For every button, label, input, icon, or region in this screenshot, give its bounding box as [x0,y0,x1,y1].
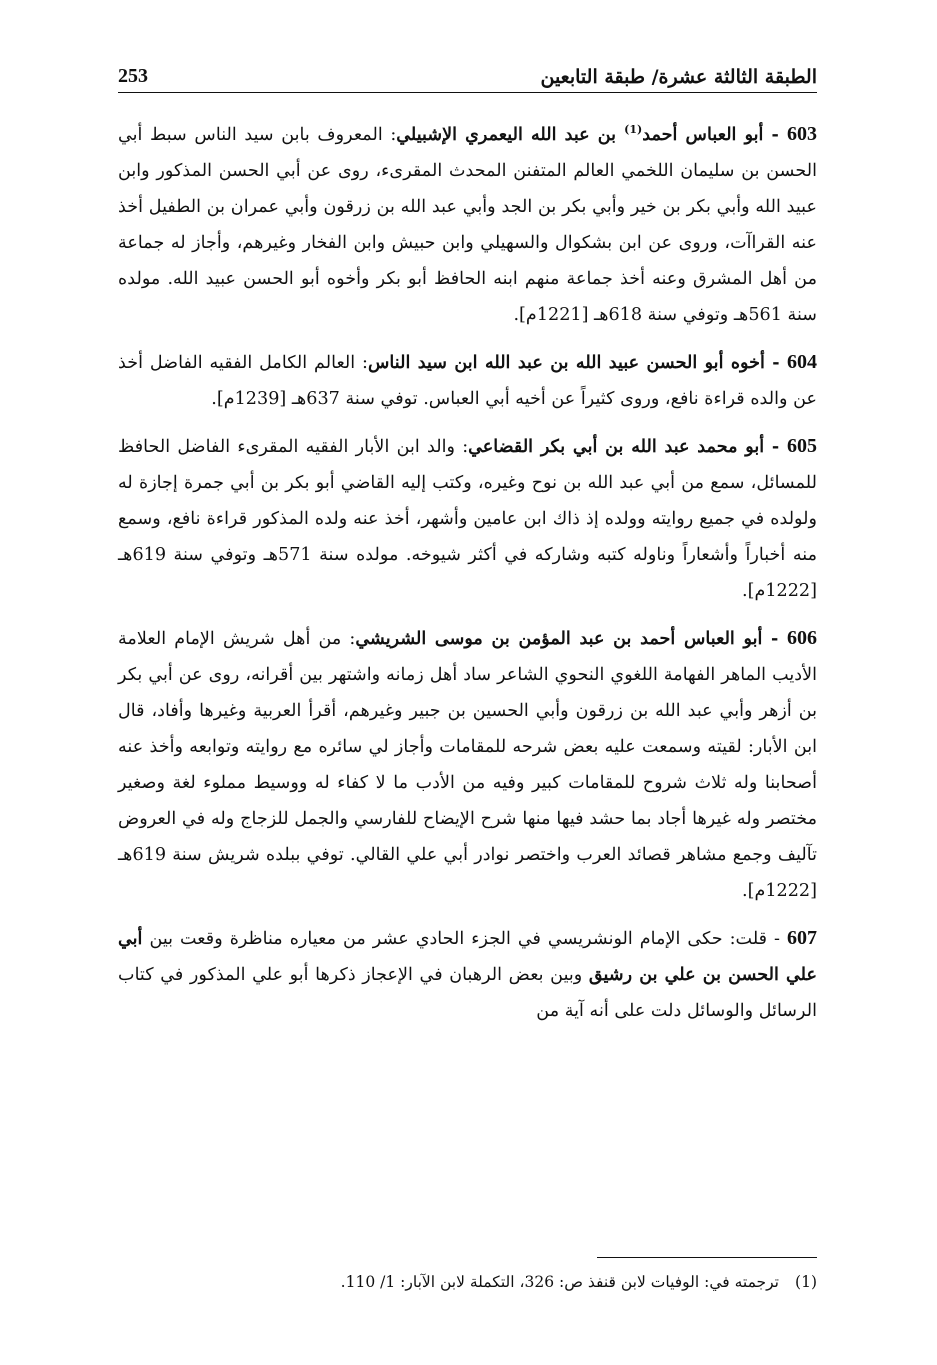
footnote [118,1267,817,1297]
running-head [118,54,817,88]
footnote-mark: (1) [795,1273,817,1291]
entry-607 [118,920,817,1029]
entry-604 [118,344,817,417]
entry-bold-name: أبي علي الحسن بن علي بن رشيق [118,927,817,985]
entry-number: 607 [787,926,817,949]
page-body [118,112,817,1040]
entry-dash: - [763,123,787,145]
entry-number: 606 [787,626,818,649]
entry-605 [118,428,817,609]
entry-text: : العالم الكامل الفقيه الفاضل أخذ عن والده قراءة نافع، وروى كثيراً عن أخيه أبي العباس. توفي سنة 637هـ [1239م]. [118,352,817,409]
entry-text: : والد ابن الأبار الفقيه المقرىء الفاضل الحافظ للمسائل، سمع من أبي عبد الله بن نوح وغيره، وكتب إليه القاضي أبو بكر بن أبي جمرة إجازة له ولولده في جميع روايته وولده إذ ذاك ابن عامين وأشهر، أخذ عنه ولده المذكور قراءة نافع، وسمع منه أخباراً وأشعاراً وناوله كتبه وشاركه في أكثر شيوخه. مولده سنة 571هـ وتوفي سنة 619هـ [1222م]. [118,436,817,601]
entry-name: أبو العباس أحمد [642,123,764,145]
entry-dash: - [764,351,787,373]
entry-number: 603 [786,122,817,145]
entry-dash: - [764,435,787,457]
entry-text: : من أهل شريش الإمام العلامة الأديب الماهر الفهامة اللغوي النحوي الشاعر ساد أهل زمانه واشتهر بين أقرانه، روى عن أبي بكر بن أزهر وأبي عبد الله بن زرقون وأبي الحسين بن جبير وغيرهم، أقرأ العربية وغيرها وأفاد، قال ابن الأبار: لقيته وسمعت عليه بعض شرحه للمقامات وأجاز لي سائره مع روايته وتوابعه وأخذ عنه أصحابنا وله ثلاث شروح للمقامات كبير وفيه من الأدب ما لا كفاء له ووسيط مملوء لغة وصغير مختصر وله غيرها أجاد بما حشد فيها منها شرح الإيضاح للفارسي والجمل للزجاج وله في العروض تآليف وجمع مشاهر قصائد العرب واختصر نوادر أبي علي القالي. توفي ببلده شريش سنة 619هـ [1222م]. [118,628,817,901]
footnote-text: ترجمته في: الوفيات لابن قنفذ ص: 326، التكملة لابن الآبار: 1/ 110. [340,1273,779,1291]
entry-text-before: - قلت: حكى الإمام الونشريسي في الجزء الحادي عشر من معياره مناظرة وقعت بين [142,928,787,949]
entry-number: 604 [786,350,817,373]
chapter-title: الطبقة الثالثة عشرة/ طبقة التابعين [540,66,817,88]
entry-name: أخوه أبو الحسن عبيد الله بن عبد الله ابن سيد الناس [367,351,765,373]
footnote-divider [597,1257,817,1258]
entry-number: 605 [786,434,817,457]
entry-name: أبو العباس أحمد بن عبد المؤمن بن موسى الشريشي [355,627,763,649]
header-divider [118,92,817,93]
footnote-ref: (1) [624,123,643,136]
entry-606 [118,620,817,909]
entry-text-after: وبين بعض الرهبان في الإعجاز ذكرها أبو علي المذكور في كتاب الرسائل والوسائل دلت على أنه آية من [118,964,817,1021]
entry-name-continued: بن عبد الله اليعمري الإشبيلي [396,123,625,145]
entry-name: أبو محمد عبد الله بن أبي بكر القضاعي [468,435,765,457]
entry-603 [118,112,817,333]
page-number: 253 [118,65,148,87]
entry-text: : المعروف بابن سيد الناس سبط أبي الحسن بن سليمان اللخمي العالم المتفنن المحدث المقرىء، روى عن أبي الحسن المذكور وابن عبيد الله وأبي بكر بن خير وأبي بكر بن الجد وأبي عبد الله بن زرقون وأبي عمران بن الطفيل أخذ عنه القراآت، وروى عن ابن بشكوال والسهيلي وابن حبيش وابن الفخار وغيرهم، وأجاز له جماعة من أهل المشرق وعنه أخذ جماعة منهم ابنه الحافظ أبو بكر وأخوه أبو الحسن عبيد الله. مولده سنة 561هـ وتوفي سنة 618هـ [1221م]. [118,124,817,325]
entry-dash: - [762,627,788,649]
